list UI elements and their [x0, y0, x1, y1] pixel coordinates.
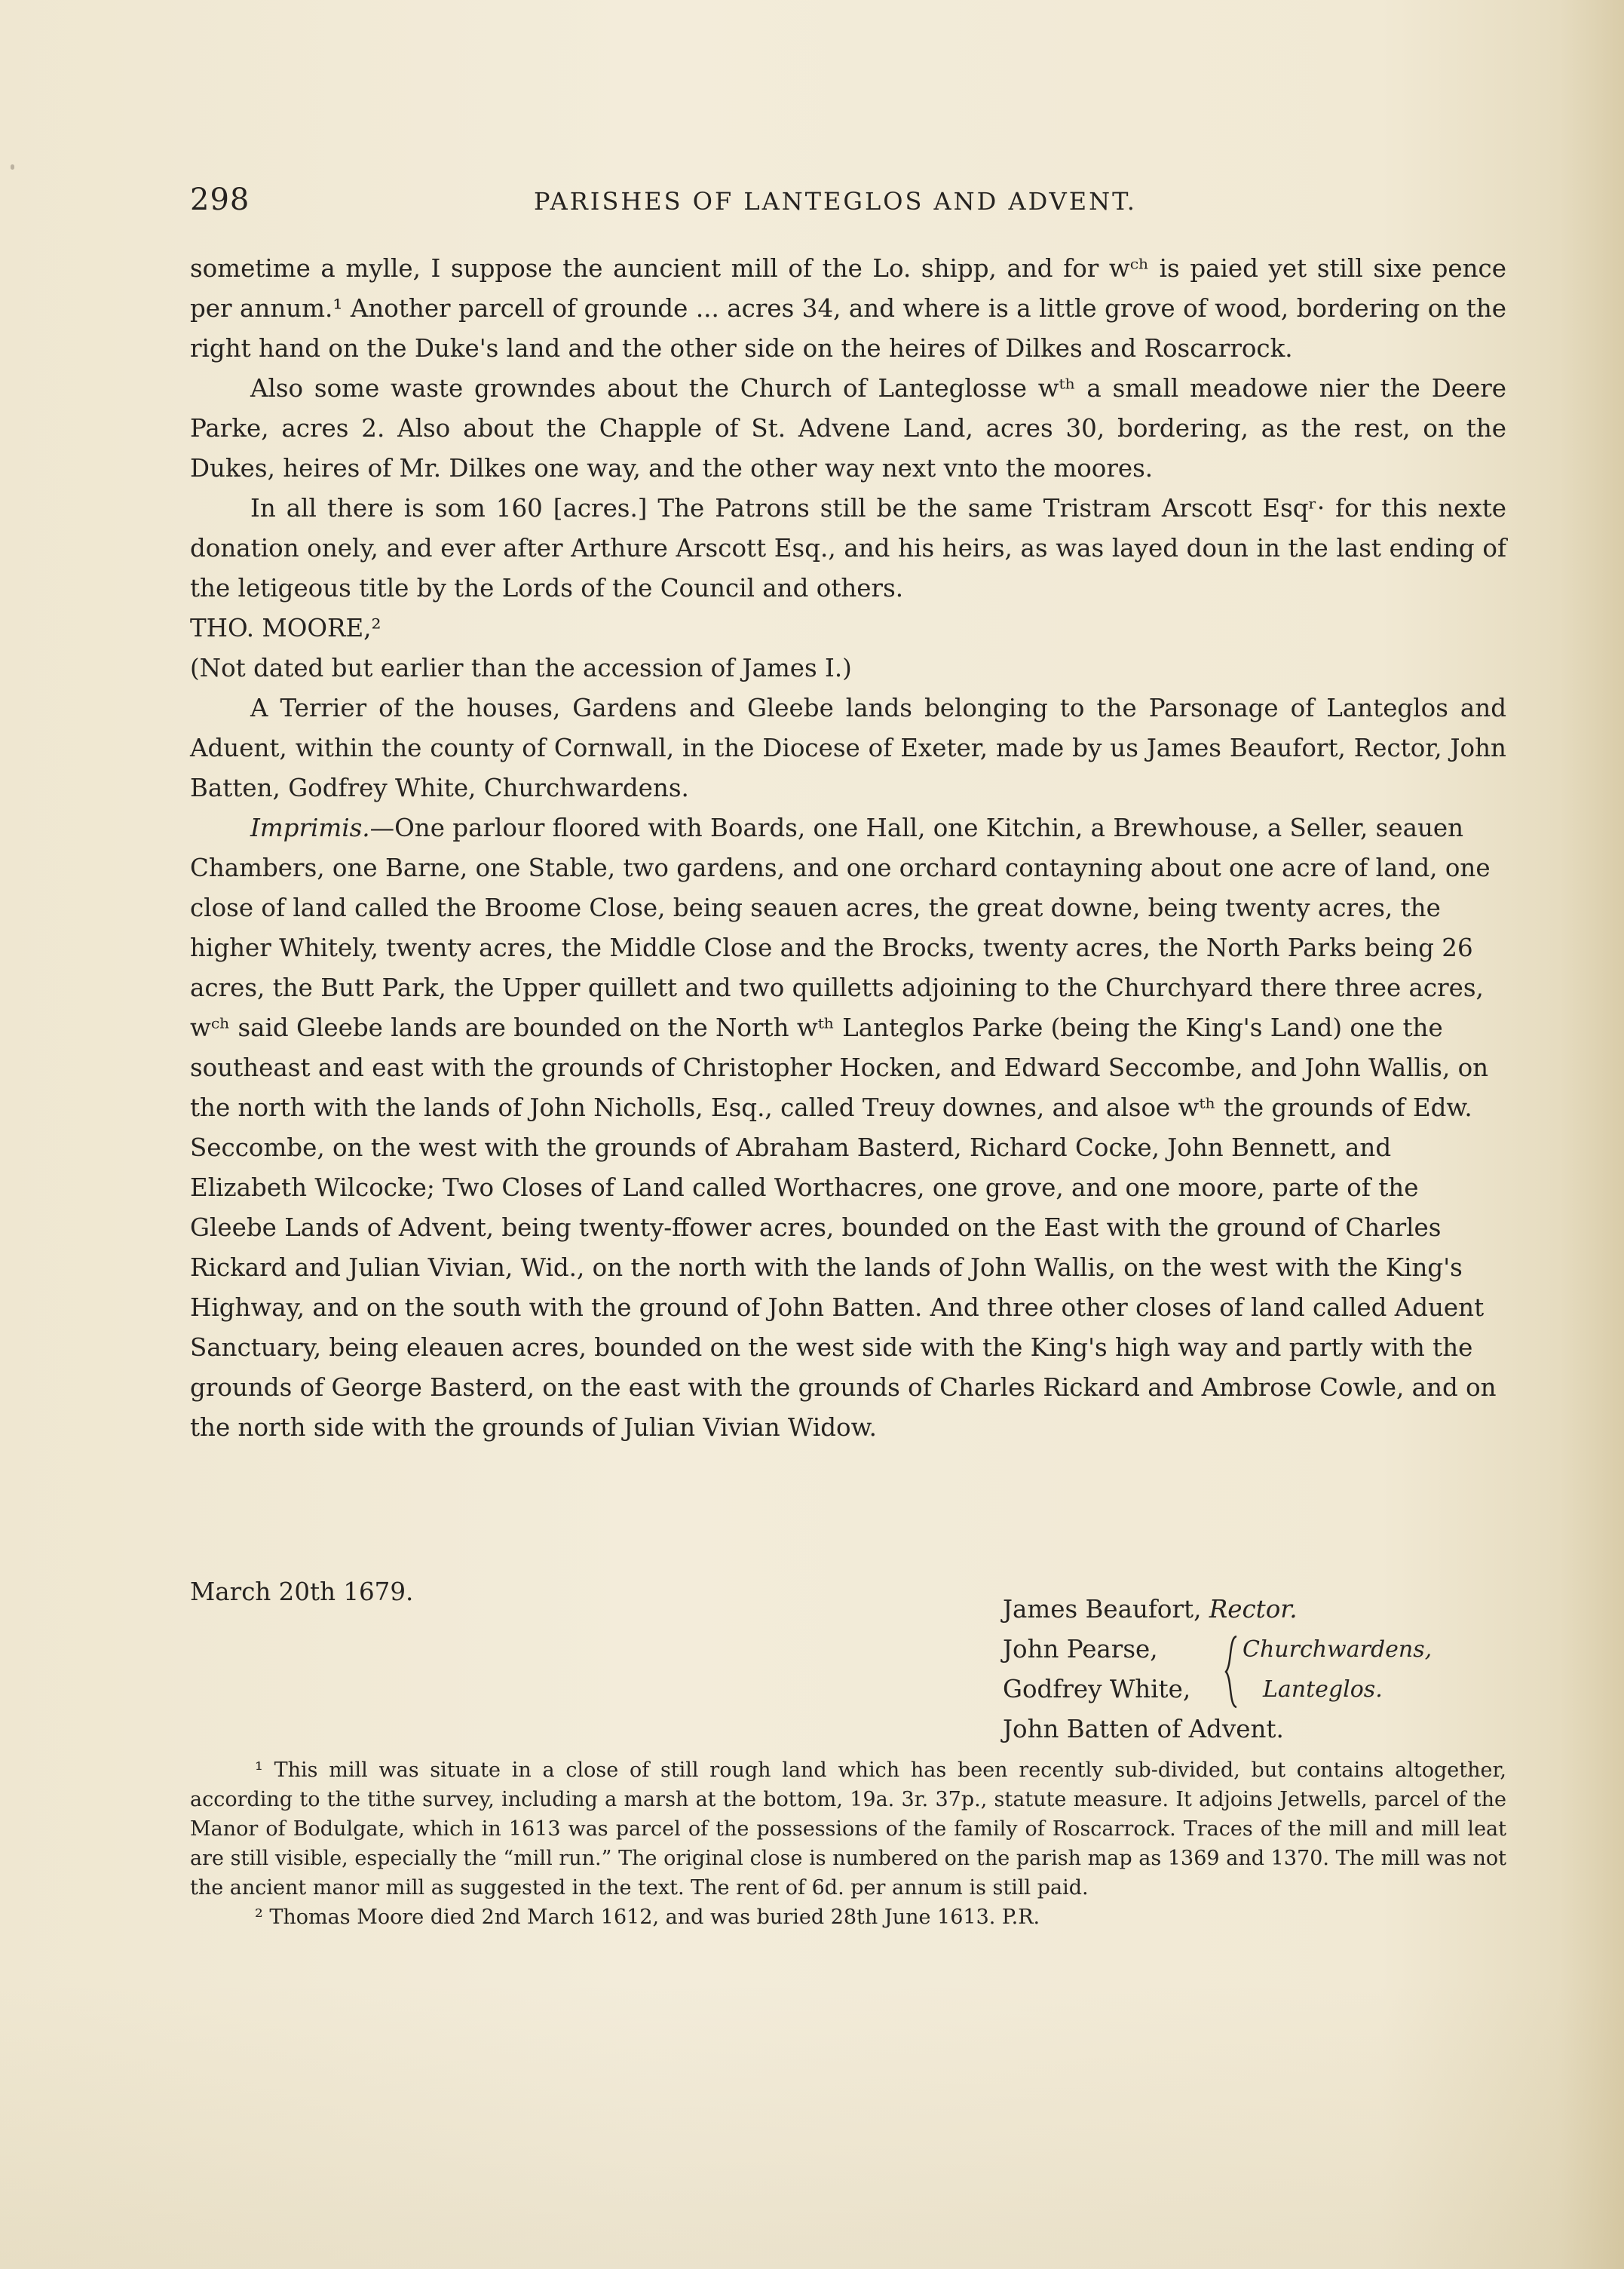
- footnote-2: ² Thomas Moore died 2nd March 1612, and was buried 28th June 1613. P.R.: [255, 1906, 1040, 1929]
- signature-moore: THO. MOORE,²: [190, 614, 381, 642]
- main-text: [190, 249, 1506, 1448]
- signature-pearse-row: [1003, 1630, 1432, 1670]
- imprimis-text: —One parlour floored with Boards, one Hall, one Kitchin, a Brewhouse, a Seller, seauen Chambers, one Barne, one Stable, two gardens, and one orchard contayning about one acre of land, one close of land called the Broome Close, being seauen acres, the great downe, being twenty acres, the higher Whitely, twenty acres, the Middle Close and the Brocks, twenty acres, the North Parks being 26 acres, the Butt Park, the Upper quillett and two quilletts adjoining to the Churchyard there three acres, wᶜʰ said Gleebe lands are bounded on the North wᵗʰ Lanteglos Parke (being the King's Land) one the southeast and east with the grounds of Christopher Hocken, and Edward Seccombe, and John Wallis, on the north with the lands of John Nicholls, Esq., called Treuy downes, and alsoe wᵗʰ the grounds of Edw. Seccombe, on the west with the grounds of Abraham Basterd, Richard Cocke, John Bennett, and Elizabeth Wilcocke; Two Closes of Land called Worthacres, one grove, and one moore, parte of the Gleebe Lands of Advent, being twenty-ffower acres, bounded on the East with the ground of Charles Rickard and Julian Vivian, Wid., on the north with the lands of John Wallis, on the west with the King's Highway, and on the south with the ground of John Batten. And three other closes of land called Aduent Sanctuary, being eleauen acres, bounded on the west side with the King's high way and partly with the grounds of George Basterd, on the east with the grounds of Charles Rickard and Ambrose Cowle, and on the north side with the grounds of Julian Vivian Widow.: [190, 814, 1497, 1442]
- dating-note: (Not dated but earlier than the accession of James I.): [190, 654, 852, 682]
- role-churchwardens: Churchwardens,: [1243, 1636, 1432, 1663]
- page-number: 298: [190, 182, 250, 217]
- paragraph-waste-grounds: Also some waste growndes about the Church of Lanteglosse wᵗʰ a small meadowe nier the Deere Parke, acres 2. Also about the Chapple of St. Advene Land, acres 30, bordering, as the rest, on the Dukes, heires of Mr. Dilkes one way, and the other way next vnto the moores.: [190, 374, 1506, 483]
- terrier-date: March 20th 1679.: [190, 1578, 414, 1606]
- paragraph-patrons: In all there is som 160 [acres.] The Patrons still be the same Tristram Arscott Esqʳ· for this nexte donation onely, and ever after Arthure Arscott Esq., and his heirs, as was layed doun in the last ending of the letigeous title by the Lords of the Council and others.: [190, 494, 1506, 603]
- running-title: PARISHES OF LANTEGLOS AND ADVENT.: [534, 187, 1137, 216]
- page-header: [188, 178, 1508, 223]
- signature-batten-row: [1003, 1709, 1298, 1749]
- signature-block: [1003, 1590, 1432, 1749]
- signature-white-row: [1003, 1670, 1383, 1709]
- imprimis-lead: Imprimis.: [250, 814, 370, 842]
- role-rector: Rector.: [1209, 1595, 1298, 1624]
- signature-beaufort: James Beaufort,: [1003, 1595, 1202, 1624]
- brace-icon: [1223, 1635, 1239, 1709]
- footnote-1: ¹ This mill was situate in a close of still rough land which has been recently sub-divided, but contains altogether, according to the tithe survey, including a marsh at the bottom, 19a. 3r. 37p., statute measure. It adjoins Jetwells, parcel of the Manor of Bodulgate, which in 1613 was parcel of the possessions of the family of Roscarrock. Traces of the mill and mill leat are still visible, especially the “mill run.” The original close is numbered on the parish map as 1369 and 1370. The mill was not the ancient manor mill as suggested in the text. The rent of 6d. per annum is still paid.: [190, 1758, 1506, 1900]
- role-lanteglos: Lanteglos.: [1263, 1676, 1383, 1703]
- signature-pearse: John Pearse,: [1003, 1635, 1158, 1663]
- signature-white: Godfrey White,: [1003, 1675, 1191, 1703]
- paragraph-terrier: A Terrier of the houses, Gardens and Gleebe lands belonging to the Parsonage of Lanteglos and Aduent, within the county of Cornwall, in the Diocese of Exeter, made by us James Beaufort, Rector, John Batten, Godfrey White, Churchwardens.: [190, 694, 1506, 802]
- signature-beaufort-row: [1003, 1590, 1298, 1630]
- paragraph-imprimis: [190, 808, 1506, 1448]
- paper-speck: [11, 164, 14, 170]
- signature-batten: John Batten of Advent.: [1003, 1715, 1284, 1743]
- footnotes: [190, 1755, 1506, 1932]
- paragraph-mill: sometime a mylle, I suppose the auncient mill of the Lo. shipp, and for wᶜʰ is paied yet still sixe pence per annum.¹ Another parcell of grounde ... acres 34, and where is a little grove of wood, bordering on the right hand on the Duke's land and the other side on the heires of Dilkes and Roscarrock.: [190, 254, 1506, 363]
